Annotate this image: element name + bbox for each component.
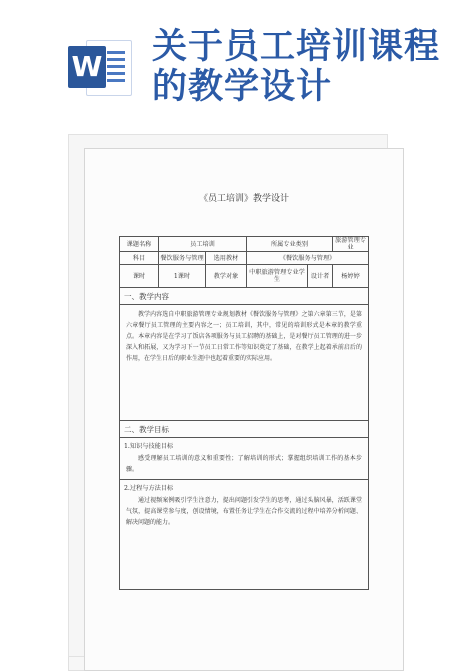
subheading: 1.知识与技能目标 bbox=[124, 443, 174, 450]
table-cell: 设计者 bbox=[308, 265, 333, 288]
table-row bbox=[120, 237, 369, 252]
section-heading: 二、教学目标 bbox=[120, 421, 368, 438]
table-cell: 餐饮服务与管理 bbox=[159, 252, 206, 265]
page-title bbox=[152, 27, 462, 107]
table-cell: 旅游管理专业 bbox=[333, 237, 369, 252]
table-cell: 员工培训 bbox=[159, 237, 247, 252]
table-cell: 1课时 bbox=[159, 265, 206, 288]
table-row bbox=[120, 265, 369, 288]
document-title: 《员工培训》教学设计 bbox=[198, 194, 289, 204]
table-cell: 所属专业类别 bbox=[247, 237, 333, 252]
table-cell: 中职旅游管理专业学生 bbox=[247, 265, 308, 288]
table-cell: 科目 bbox=[120, 252, 159, 265]
word-logo-letter: W bbox=[68, 46, 106, 88]
word-document-icon bbox=[68, 34, 130, 100]
table-cell: 杨婷婷 bbox=[333, 265, 369, 288]
table-cell: 课题名称 bbox=[120, 237, 159, 252]
section-body: 教学内容选自中职旅游管理专业规划教材《餐饮服务与管理》之第六章第三节，是第六章餐厅员工管理的主要内容之一；员工培训，其中，常见的培训形式是本章的教学重点。本章内容是在学习了饭店各项服务与员工招聘的基础上，是对餐厅员工管理的进一步深入和拓展，又为学习下一节员工日常工作等知识奠定了基础，在教学上起着承前启后的作用，在学生日后的职业生涯中也起着重要的实际应用。 bbox=[126, 311, 362, 362]
paragraph: 感受理解员工培训的意义和重要性；了解培训的形式；掌握组织培训工作的基本步骤。 bbox=[126, 455, 362, 473]
table-cell: 《餐饮服务与管理》 bbox=[247, 252, 369, 265]
paragraph: 通过视频案例吸引学生注意力，提出问题引发学生的思考，通过头脑风暴，活跃课堂气氛，提高课堂参与度，创设情境，布置任务让学生在合作交流的过程中培养分析问题、解决问题的能力。 bbox=[126, 497, 362, 526]
teaching-content-section bbox=[119, 287, 369, 421]
document-preview[interactable] bbox=[84, 148, 404, 671]
table-row bbox=[120, 252, 369, 265]
title-line-2: 的教学设计 bbox=[152, 66, 333, 107]
table-cell: 教学对象 bbox=[206, 265, 247, 288]
subheading: 2.过程与方法目标 bbox=[124, 485, 174, 492]
table-cell: 选用教材 bbox=[206, 252, 247, 265]
table-cell: 课时 bbox=[120, 265, 159, 288]
title-line-1: 关于员工培训课程 bbox=[152, 26, 441, 67]
teaching-goals-section bbox=[119, 420, 369, 590]
course-info-table bbox=[119, 236, 369, 288]
section-heading: 一、教学内容 bbox=[120, 288, 368, 305]
